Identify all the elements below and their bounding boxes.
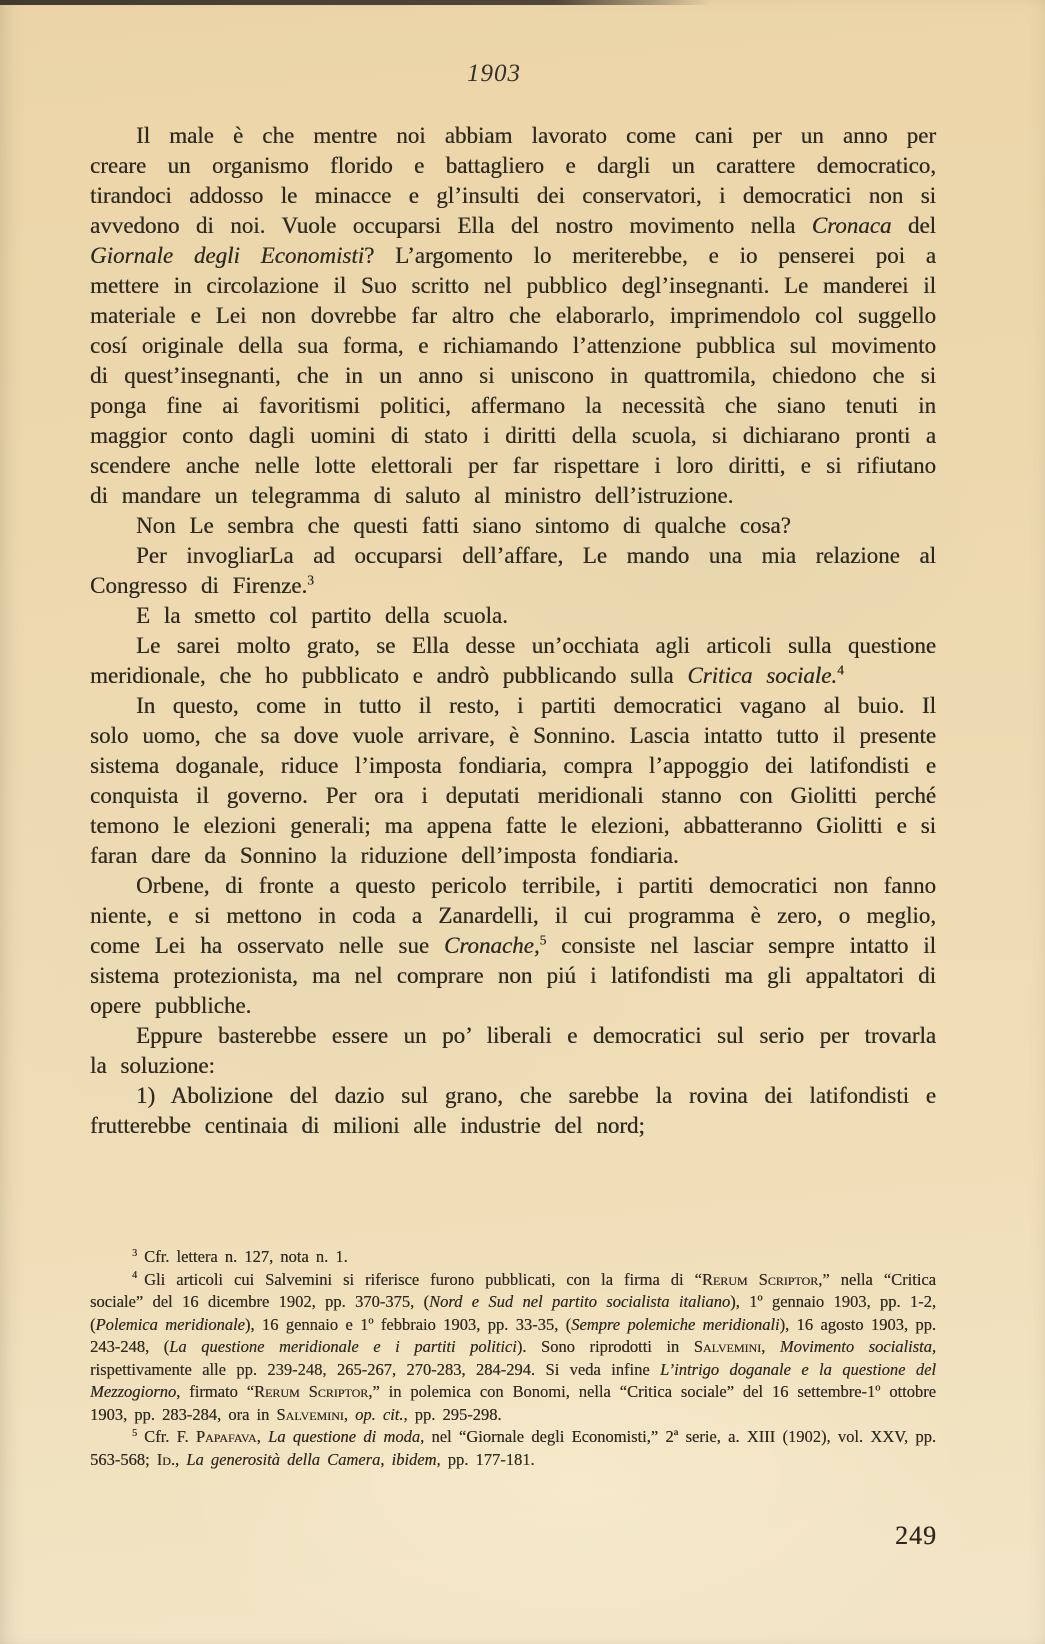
text-segment: , pp. 177-181. [436,1449,535,1469]
footnote-4-marker: 4 [132,1270,138,1281]
text-segment: Rerum Scriptor [254,1382,369,1401]
text-segment: Papafava [195,1427,257,1446]
text-segment: Eppure basterebbe essere un po’ liberali e democratici sul serio per trovarla la soluzione: [90,1023,936,1078]
text-segment: , [380,1449,392,1469]
text-segment: , [761,1337,780,1356]
text-segment: Id. [156,1449,176,1469]
text-segment: Nord e Sud nel partito socialista italiano [429,1292,731,1311]
footnote-3-marker: 3 [132,1247,138,1259]
text-segment: Cronaca [811,213,892,238]
letter-body [90,121,936,1141]
paragraph-6 [90,691,936,871]
text-segment: La questione meridionale e i partiti politici [169,1337,517,1356]
text-segment: ,” in polemica con Bonomi, nella “Critica sociale” del 16 settembre-1º ottobre 1903, pp. 283-284, ora in [90,1382,936,1424]
text-segment: Rerum Scriptor [701,1269,819,1289]
text-segment: E la smetto col partito della scuola. [136,603,508,628]
footnote-4 [90,1269,936,1427]
text-segment: consiste nel lasciar sempre intatto il sistema protezionista, ma nel comprare non piú i latifondisti ma gli appaltatori di opere pubbliche. [90,933,936,1018]
text-segment: ), 16 agosto 1903, pp. 243-248, ( [90,1314,936,1356]
text-segment: La generosità della Camera [186,1449,381,1469]
text-segment: 4 [837,662,844,678]
text-segment: Cronache, [443,933,540,958]
text-segment: 3 [307,572,314,588]
text-segment: 1) Abolizione del dazio sul grano, che sarebbe la rovina dei latifondisti e frutterebbe centinaia di milioni alle industrie del nord; [90,1083,936,1138]
text-segment: , pp. 295-298. [403,1404,502,1424]
text-segment: Polemica meridionale [95,1314,245,1334]
text-segment: In questo, come in tutto il resto, i partiti democratici vagano al buio. Il solo uomo, che sa dove vuole arrivare, è Sonnino. Lascia intatto tutto il presente sistema doganale, riduce l’imposta fondiaria, compra l’appoggio dei latifondisti e conquista il governo. Per ora i deputati meridionali stanno con Giolitti perché temono le elezioni generali; ma appena fatte le elezioni, abbatteranno Giolitti e si faran dare da Sonnino la riduzione dell’imposta fondiaria. [90,693,936,868]
text-segment: Per invogliarLa ad occuparsi dell’affare, Le mando una mia relazione al Congresso di Firenze. [90,543,936,598]
text-segment: 5 [539,932,547,948]
text-segment: , firmato “ [176,1382,255,1401]
text-segment: del [891,213,936,238]
text-segment: Sempre polemiche meridionali [571,1314,780,1334]
text-segment: Critica sociale. [687,663,838,688]
text-segment: Cfr. F. [144,1427,196,1446]
paragraph-4 [90,601,936,631]
page-number: 249 [895,1521,937,1550]
text-segment: op. cit. [355,1404,404,1424]
text-segment: ), 16 gennaio e 1º febbraio 1903, pp. 33-35, ( [244,1314,572,1334]
text-segment: , [343,1404,356,1424]
text-segment: , nel “Giornale degli Economisti,” 2ª serie, a. XIII (1902), vol. XXV, pp. 563-568; [90,1427,936,1469]
scan-edge-artifact [0,0,712,5]
text-segment: Non Le sembra che questi fatti siano sintomo di qualche cosa? [136,513,791,538]
text-segment: Le sarei molto grato, se Ella desse un’occhiata agli articoli sulla questione meridionale, che ho pubblicato e andrò pubblicando sulla [90,633,936,688]
text-segment: Cfr. lettera n. 127, nota n. 1. [144,1247,348,1266]
text-segment: Gli articoli cui Salvemini si riferisce furono pubblicati, con la firma di “ [144,1269,702,1289]
text-segment: Il male è che mentre noi abbiam lavorato come cani per un anno per creare un organismo florido e battagliero e dargli un carattere democratico, tirandoci addosso le minacce e gl’insulti dei conservatori, i democratici non si avvedono di noi. Vuole occuparsi Ella del nostro movimento nella [90,123,936,238]
footnote-5-marker: 5 [132,1427,138,1439]
text-segment: ibidem [391,1449,437,1469]
text-segment: Orbene, di fronte a questo pericolo terribile, i partiti democratici non fanno niente, e si mettono in coda a Zanardelli, il cui programma è zero, o meglio, come Lei ha osservato nelle sue [90,873,936,958]
text-segment: ? L’argomento lo meriterebbe, e io penserei poi a mettere in circolazione il Suo scritto nel pubblico degl’insegnanti. Le manderei il materiale e Lei non dovrebbe far altro che elaborarlo, imprimendolo col suggello cosí originale della sua forma, e richiamando l’attenzione pubblica sul movimento di quest’insegnanti, che in un anno si uniscono in quattromila, chiedono che si ponga fine ai favoritismi politici, affermano la necessità che siano tenuti in maggior conto dagli uomini di stato i diritti della scuola, si dichiarano pronti a scendere anche nelle lotte elettorali per far rispettare i loro diritti, e si rifiutano di mandare un telegramma di saluto al ministro dell’istruzione. [90,243,936,508]
footnotes-block [90,1246,936,1471]
paragraph-7 [90,871,936,1021]
paragraph-2 [90,511,936,541]
text-segment: Salvemini [693,1337,762,1356]
text-segment: Giornale degli Economisti [90,243,365,268]
text-segment: , [175,1449,187,1469]
page-header-year: 1903 [467,60,521,87]
text-segment: ). Sono riprodotti in [516,1337,694,1356]
paragraph-9 [90,1081,936,1141]
paragraph-5 [90,631,936,691]
text-segment: L’intrigo doganale e la questione del Mezzogiorno [90,1359,936,1401]
footnote-3 [90,1246,936,1269]
text-segment: ), 1º gennaio 1903, pp. 1-2, ( [90,1292,937,1334]
text-segment: Movimento socialista [779,1337,932,1356]
text-segment: Salvemini [276,1404,344,1424]
text-segment: La questione di moda [268,1427,421,1446]
footnote-5-text [90,1427,936,1469]
footnote-5 [90,1426,936,1471]
paragraph-1 [90,121,936,511]
paragraph-8 [90,1021,936,1081]
paragraph-3 [90,541,936,601]
footnote-3-text [144,1247,348,1266]
text-segment: , rispettivamente alle pp. 239-248, 265-267, 270-283, 284-294. Si veda infine [90,1337,937,1379]
text-segment: , [256,1427,269,1446]
text-segment: ,” nella “Critica sociale” del 16 dicembre 1902, pp. 370-375, ( [90,1269,936,1311]
footnote-4-text [90,1270,936,1424]
